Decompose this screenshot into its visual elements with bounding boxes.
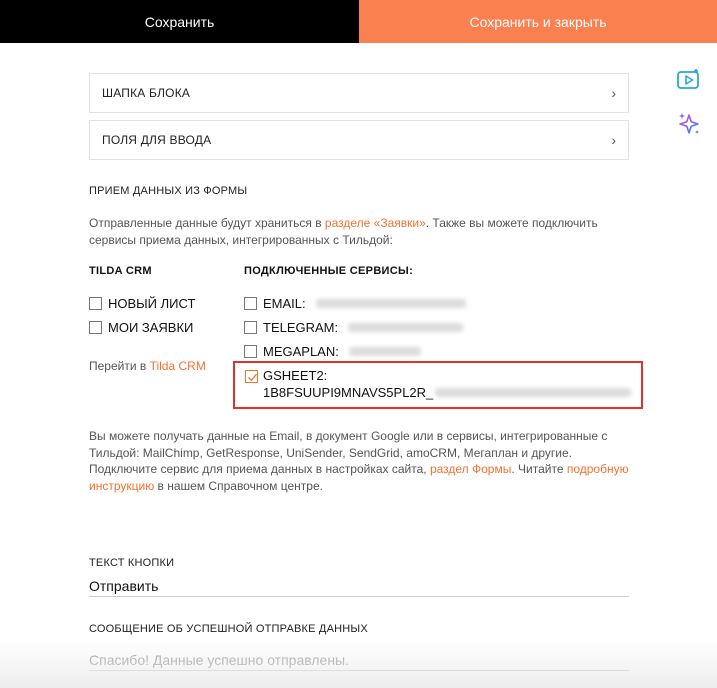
redacted-value: [316, 299, 466, 308]
input-fields-accordion[interactable]: [89, 120, 629, 160]
integrations-help-text: [89, 428, 629, 494]
redacted-value: [435, 388, 631, 397]
intro-text: . Также вы можете подключить сервисы приема данных, интегрированных с Тильдой:: [89, 216, 598, 247]
checkbox[interactable]: [244, 297, 257, 310]
side-toolbar: [675, 66, 705, 154]
accordion-label: ПОЛЯ ДЛЯ ВВОДА: [102, 133, 212, 147]
redacted-value: [348, 323, 463, 332]
checkmark-icon: [247, 372, 258, 383]
success-message-label: СООБЩЕНИЕ ОБ УСПЕШНОЙ ОТПРАВКЕ ДАННЫХ: [89, 623, 368, 635]
save-and-close-button[interactable]: Сохранить и закрыть: [359, 0, 717, 43]
service-label: MEGAPLAN:: [263, 344, 339, 359]
button-text-label: ТЕКСТ КНОПКИ: [89, 557, 175, 569]
help-text: . Читайте: [511, 462, 567, 476]
checkbox[interactable]: [244, 345, 257, 358]
save-button[interactable]: Сохранить: [0, 0, 359, 43]
service-label: TELEGRAM:: [263, 320, 339, 335]
goto-text: Перейти в: [89, 359, 150, 373]
service-label: GSHEET2:: [263, 368, 328, 383]
checkbox[interactable]: [244, 321, 257, 334]
service-megaplan[interactable]: [244, 344, 421, 359]
top-action-bar: [0, 0, 717, 43]
header-block-accordion[interactable]: [89, 73, 629, 113]
service-telegram[interactable]: [244, 320, 463, 335]
checkbox-label: НОВЫЙ ЛИСТ: [108, 296, 196, 311]
checkbox[interactable]: [89, 297, 102, 310]
gsheet-id: 1B8FSUUPI9MNAVS5PL2R_: [263, 385, 434, 400]
success-message-input[interactable]: [89, 649, 629, 671]
button-text-input[interactable]: [89, 575, 629, 597]
gsheet-id-line: [263, 385, 631, 400]
tilda-crm-heading: TILDA CRM: [89, 265, 152, 277]
intro-text: Отправленные данные будут храниться в: [89, 216, 325, 230]
detailed-instructions-link[interactable]: подробную инструкцию: [89, 462, 629, 493]
checkbox-checked[interactable]: [245, 370, 258, 383]
crm-option-my-requests[interactable]: [89, 320, 193, 335]
forms-section-link[interactable]: раздел Формы: [429, 462, 512, 476]
help-text: в нашем Справочном центре.: [154, 478, 323, 493]
chevron-right-icon: ›: [611, 132, 616, 148]
crm-option-new-list[interactable]: [89, 296, 195, 311]
form-data-intro: [89, 215, 629, 248]
ai-sparkles-icon[interactable]: [675, 110, 703, 138]
chevron-right-icon: ›: [611, 85, 616, 101]
checkbox-label: МОИ ЗАЯВКИ: [108, 320, 194, 335]
service-label: EMAIL:: [263, 296, 306, 311]
form-data-title: ПРИЕМ ДАННЫХ ИЗ ФОРМЫ: [89, 185, 248, 197]
redacted-value: [349, 347, 421, 356]
service-email[interactable]: [244, 296, 466, 311]
video-help-icon[interactable]: [675, 66, 703, 94]
tilda-crm-link[interactable]: Tilda CRM: [149, 359, 206, 373]
goto-tilda-crm: [89, 358, 239, 375]
accordion-label: ШАПКА БЛОКА: [102, 86, 191, 100]
connected-services-heading: ПОДКЛЮЧЕННЫЕ СЕРВИСЫ:: [244, 265, 414, 277]
help-text: Вы можете получать данные на Email, в документ Google или в сервисы, интегрированные с Тильдой: MailChimp, GetResponse, UniSender, SendGrid, amoCRM, Мегаплан и другие. Подключите сервис для приема данных в настройках сайта,: [89, 429, 608, 476]
requests-section-link[interactable]: разделе «Заявки»: [324, 216, 426, 230]
gsheet-service-highlight: [233, 361, 643, 409]
checkbox[interactable]: [89, 321, 102, 334]
